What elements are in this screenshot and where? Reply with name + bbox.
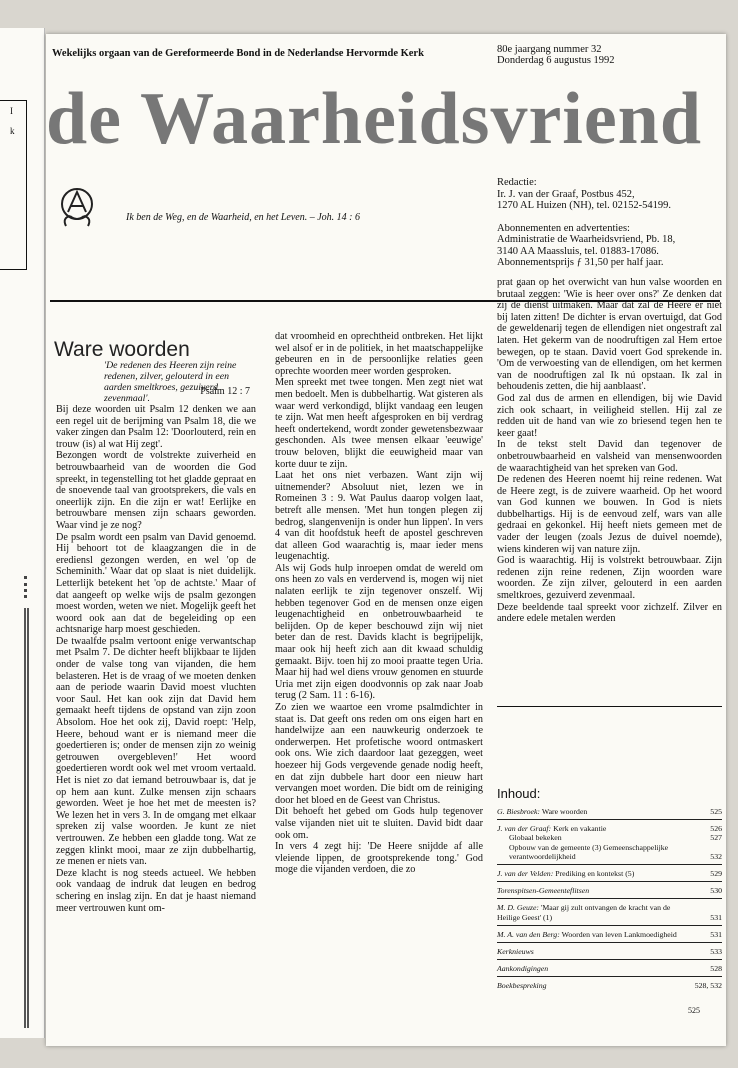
- newspaper-page: [46, 34, 726, 1046]
- article-title: Ware woorden: [54, 338, 190, 361]
- frame-mark-a: I: [10, 106, 13, 116]
- redaction-label: Redactie:: [497, 177, 537, 188]
- issue-info: [497, 44, 615, 66]
- ornament-border: [4, 608, 29, 1028]
- paragraph: Deze beeldende taal spreekt voor zichzelf. Zilver en andere edele metalen werden: [497, 601, 722, 625]
- article-epigraph: 'De redenen des Heeren zijn reine redenen, zilver, gelouterd in een aarden smeltkroes, gezuiverd zevenmaal'.: [104, 360, 237, 404]
- paragraph: Als wij Gods hulp inroepen omdat de wereld om ons heen zo vals en verdervend is, mogen wij niet nalaten eerlijk te zijn tegenover onszelf. Wij hebben tegenover God en de mensen onze eigen leugenachtigheid en onbetrouwbaarheid te belijden. Op de keper beschouwd zijn wij niet beter dan de rest. Davids klacht is begrijpelijk, maar ook hij heeft zich aan dit kwaad schuldig gemaakt. Bijv. toen hij zo mooi praatte tegen Uria. Maar hij had wel diens vrouw genomen en stuurde Uria met zijn eigen doodvonnis op zak naar Joab terug (2 Sam. 11 : 6-16).: [275, 562, 483, 702]
- toc-item[interactable]: J. van der Graaf: Kerk en vakantie 526: [497, 824, 722, 834]
- paragraph: God zal dus de armen en ellendigen, bij wie David zich ook schaart, in veiligheid stellen. Hij zal ze redden uit de hand van wie zo briesend tegen hen te keer gaat!: [497, 392, 722, 439]
- paragraph: Men spreekt met twee tongen. Men zegt niet wat men bedoelt. Men is dubbelhartig. Wat gisteren als waar werd verkondigd, blijkt vandaag een leugen te zijn. Wat men heeft afgesproken en bij verdrag heeft ondertekend, wordt zonder gewetensbezwaar geschonden. Als twee mensen elkaar 'eeuwige' trouw beloven, blijkt die eeuwigheid maar van korte duur te zijn.: [275, 377, 483, 470]
- paragraph: De psalm wordt een psalm van David genoemd. Hij behoort tot de klaagzangen die in de erediensl gezongen werden, en wel 'op de Scheminith.' Waar dat op slaat is niet duidelijk. Letterlijk betekent het 'op de achtste.' Maar of dat aangeeft op welke wijs de psalm gezongen moest worden, weten we niet. Mogelijk geeft het woord ook aan dat de begeleiding op een achtsnarige harp moest geschieden.: [56, 531, 256, 636]
- frame-mark-b: k: [10, 126, 15, 136]
- paragraph: In vers 4 zegt hij: 'De Heere snijdde af alle vleiende lippen, de grootsprekende tong.' God moge die vijanden verdoen, die zo: [275, 841, 483, 876]
- paragraph: De redenen des Heeren noemt hij reine redenen. Wat de Heere zegt, is de zuivere waarheid. Op het woord van God kunnen we bouwen. In God is niets dubbelhartigs. Hij is de eenvoud zelf, wars van alle gedraai en gekonkel. Hij heeft niets gemeen met de vader der leugen (zoals Jezus de duivel noemde), wiens kinderen wij van nature zijn.: [497, 474, 722, 555]
- paragraph: Laat het ons niet verbazen. Want zijn wij uitnemender? Absoluut niet, lezen we in Romeinen 3 : 9. Wat Paulus daarop volgen laat, betreft alle mensen. 'Met hun tongen plegen zij bedrog, slangenvenijn is onder hun lippen'. In vers 4 van dit hoofdstuk heeft de apostel geschreven dat alleen God waarachtig is, maar ieder mens leugenachtig.: [275, 470, 483, 563]
- paragraph: Dit behoeft het gebed om Gods hulp tegenover valse vijanden niet uit te sluiten. David bidt daar ook om.: [275, 806, 483, 841]
- paragraph: Bezongen wordt de volstrekte zuiverheid en betrouwbaarheid van de woorden die God spreekt, in tegenstelling tot het gladde gepraat en de snoevende taal van grootsprekers, die vals en oneerlijk zijn. En die zijn er wat! Eerlijke en betrouwbare mensen zijn schaars geworden. Waar vind je ze nog?: [56, 450, 256, 531]
- redaction-info: [497, 177, 722, 269]
- subscription-line: Administratie de Waarheidsvriend, Pb. 18,: [497, 234, 676, 245]
- issue-number: 80e jaargang nummer 32: [497, 44, 602, 55]
- paragraph: De twaalfde psalm vertoont enige verwantschap met Psalm 7. De dichter heeft blijkbaar te lijden onder de valse tong van vijanden, die hem belasteren. Het is de vraag of we moeten denken aan de periode waarin David moest vluchten voor Saul. Het kan ook zijn dat David hem gemaakt heeft tijdens de opstand van zijn zoon Absolom. Hoe het ook zij, David roept: 'Help, Heere, behoud want er is niemand meer die goedertieren is; onder de mensen zijn zo weinig getrouwen overgebleven!' Het woord goedertieren wordt ook wel met vroom vertaald. Het is niet zo dat iemand betrouwbaar is, dat je op hem aan kunt. Zulke mensen zijn schaars geworden. Weet je hoe het met de meesten is? We lezen het in vers 3. In de omgang met elkaar spreken zij valse woorden. Je kunt ze niet vertrouwen. Ze hebben een gladde tong. Wat ze zeggen klinkt mooi, maar ze zijn dubbelhartig, ze menen er niets van.: [56, 635, 256, 868]
- motto: Ik ben de Weg, en de Waarheid, en het Leven. – Joh. 14 : 6: [126, 212, 361, 223]
- masthead-title: de Waarheidsvriend: [46, 78, 702, 160]
- toc-item[interactable]: G. Biesbroek: Ware woorden 525: [497, 803, 722, 820]
- article-column-3: [497, 277, 722, 625]
- redaction-line: 1270 AL Huizen (NH), tel. 02152-54199.: [497, 200, 671, 211]
- toc-item[interactable]: Torenspitsen-Gemeenteflitsen 530: [497, 882, 722, 899]
- toc-item[interactable]: Opbouw van de gemeente (3) Gemeenschappelijke verantwoordelijkheid 532: [497, 843, 722, 865]
- publisher-line: Wekelijks orgaan van de Gereformeerde Bond in de Nederlandse Hervormde Kerk: [52, 48, 424, 59]
- toc-item[interactable]: J. van der Velden: Prediking en kontekst (5) 529: [497, 865, 722, 882]
- alpha-omega-logo-icon: [58, 182, 96, 230]
- paragraph: dat vroomheid en oprechtheid ontbreken. Het lijkt wel alsof er in de politiek, in het maatschappelijke gebeuren en in de persoonlijke relaties geen oprechte woorden meer worden gesproken.: [275, 331, 483, 377]
- article-column-1: [56, 404, 256, 914]
- paragraph: Bij deze woorden uit Psalm 12 denken we aan een regel uit de berijming van Psalm 18, die we vaker zingen dan Psalm 12: 'Doorlouterd, rein en trouw (is) al wat Hij zegt'.: [56, 404, 256, 450]
- epigraph-reference: Psalm 12 : 7: [200, 386, 250, 397]
- page-number: 525: [688, 1006, 700, 1015]
- previous-page-frame: [0, 100, 27, 270]
- paragraph: prat gaan op het overwicht van hun valse woorden en brutaal zeggen: 'Wie is heer over ons?' Ze denken dat zij de dienst uitmaken. Maar dat zal de Heere er niet bij laten zitten! De dichter is ervan overtuigd, dat God de geweldenarij tegen de ellendigen niet ongestraft zal laten. Het gekerm van de noodruftigen zal Hem ertoe bewegen, op te staan. David voert God sprekende in. 'Om de verwoesting van de ellendigen, om het kermen van de noodruftigen zal Ik nú opstaan. Ik zal in behoudenis zetten, die hij aanblaast'.: [497, 277, 722, 393]
- paragraph: Zo zien we waartoe een vrome psalmdichter in staat is. Dat geeft ons reden om ons eigen hart en handelwijze aan een nauwkeurig onderzoek te onderwerpen. Het profetische woord ontmaskert ook ons. Wie zich daardoor laat gezeggen, weet hoezeer hij Gods vergevende genade nodig heeft, en dat zijn dubbele hart door een nieuw hart vervangen moet worden. Die bidt om de reiniging door het bloed en de Geest van Christus.: [275, 702, 483, 806]
- toc-item[interactable]: Aankondigingen 528: [497, 960, 722, 977]
- issue-date: Donderdag 6 augustus 1992: [497, 55, 615, 66]
- toc-item[interactable]: Boekbespreking 528, 532: [497, 981, 722, 991]
- toc-item[interactable]: Kerknieuws 533: [497, 943, 722, 960]
- toc-item[interactable]: M. D. Geuze: 'Maar gij zult ontvangen de kracht van de Heilige Geest' (1) 531: [497, 899, 722, 925]
- subscription-line: 3140 AA Maassluis, tel. 01883-17086.: [497, 245, 659, 257]
- subscription-line: Abonnementsprijs ƒ 31,50 per half jaar.: [497, 257, 664, 268]
- subscription-label: Abonnementen en advertenties:: [497, 222, 630, 234]
- paragraph: In de tekst stelt David dan tegenover de onbetrouwbaarheid en valsheid van mensenwoorden de waarachtigheid van het spreken van God.: [497, 439, 722, 474]
- previous-page-edge: [0, 28, 45, 1038]
- toc-heading: Inhoud:: [497, 786, 541, 801]
- table-of-contents: [497, 786, 722, 994]
- column-divider: [497, 706, 722, 707]
- paragraph: God is waarachtig. Hij is volstrekt betrouwbaar. Zijn redenen zijn reine redenen, Zijn woorden ware woorden. Ze zijn zilver, gelouterd in een aarden smeltkroes, gezuiverd zevenmaal.: [497, 555, 722, 602]
- toc-item[interactable]: Globaal bekeken 527: [509, 833, 722, 843]
- article-column-2: [275, 331, 483, 876]
- ornament-border: [4, 576, 27, 598]
- redaction-line: Ir. J. van der Graaf, Postbus 452,: [497, 188, 635, 200]
- toc-item[interactable]: M. A. van den Berg: Woorden van leven Lankmoedigheid 531: [497, 926, 722, 943]
- paragraph: Deze klacht is nog steeds actueel. We hebben ook vandaag de indruk dat leugen en bedrog schering en inslag zijn. En dat je haast niemand meer vertrouwen kunt om-: [56, 867, 256, 914]
